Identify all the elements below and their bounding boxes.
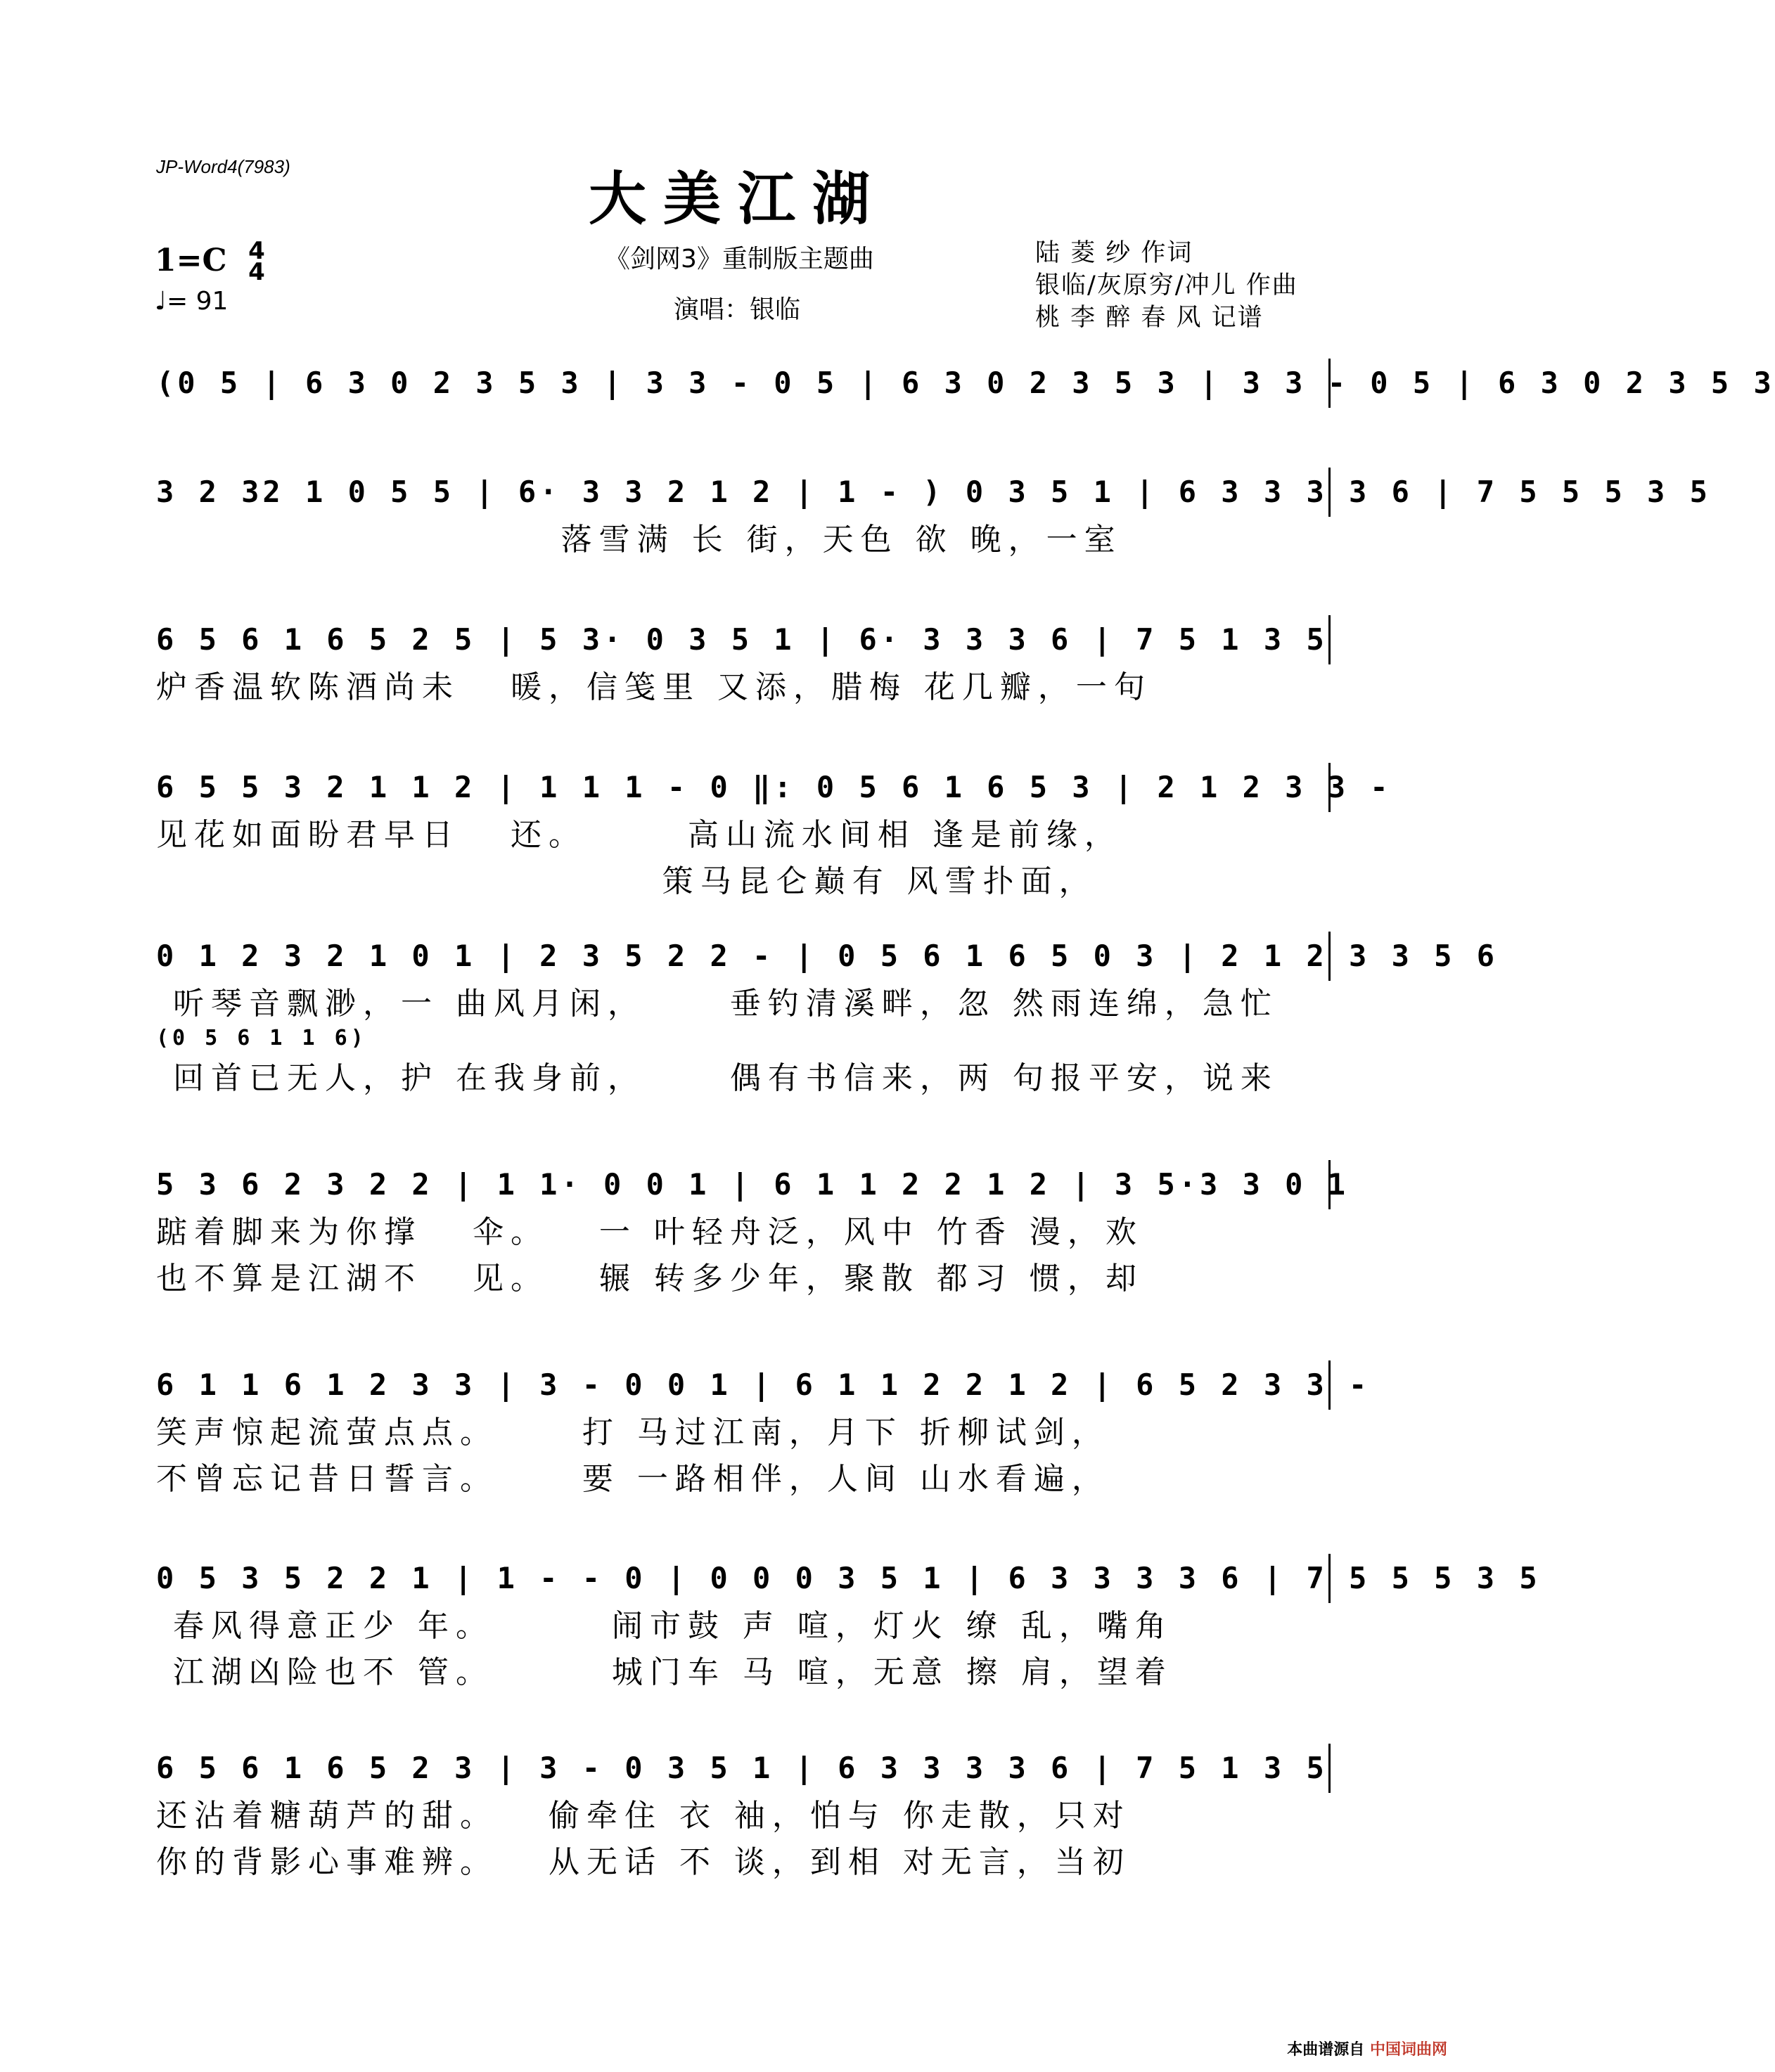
lyric-line: 还沾着糖葫芦的甜。 偷牵住 衣 袖，怕与 你走散，只对 [156, 1798, 1131, 1834]
lyric-line: 落雪满 长 街，天色 欲 晚，一室 [156, 522, 1122, 558]
lyric-line: 江湖凶险也不 管。 城门车 马 喧，无意 擦 肩，望着 [156, 1654, 1173, 1690]
score-system [156, 1160, 1350, 1302]
note-line: (0 5 | 6 3 0 2 3 5 3 | 3 3 - 0 5 | 6 3 0 2 3 5 3 | 3 3 - 0 5 | 6 3 0 2 3 5 3 [156, 359, 1331, 408]
lyricist-credit: 陆 菱 纱 作词 [1035, 239, 1193, 267]
site-name: 中国词曲网 [1369, 2041, 1447, 2059]
note-line: 0 1 2 3 2 1 0 1 | 2 3 5 2 2 - | 0 5 6 1 6 5 0 3 | 2 1 2 3 3 5 6 [156, 932, 1331, 981]
note-line: 6 1 1 6 1 2 3 3 | 3 - 0 0 1 | 6 1 1 2 2 1 2 | 6 5 2 3 3 - [156, 1360, 1331, 1410]
song-title: 大美江湖 [588, 165, 887, 233]
lyric-line: 回首已无人，护 在我身前， 偶有书信来，两 句报平安，说来 [156, 1060, 1279, 1096]
engraver-label: JP-Word4(7983) [156, 156, 290, 177]
note-line: 0 5 3 5 2 2 1 | 1 - - 0 | 0 0 0 3 5 1 | 6 3 3 3 3 6 | 7 5 5 5 3 5 [156, 1554, 1331, 1603]
score-system [156, 615, 1331, 711]
source-label: 本曲谱源自 [1287, 2041, 1365, 2059]
note-line: 3 2 32 1 0 5 5 | 6· 3 3 2 1 2 | 1 - ) 0 3 5 1 | 6 3 3 3 3 6 | 7 5 5 5 3 5 [156, 468, 1331, 517]
score-system [156, 1360, 1371, 1502]
lyric-line: 笑声惊起流萤点点。 打 马过江南，月下 折柳试剑， [156, 1415, 1110, 1450]
score-system [156, 359, 1775, 408]
lyric-line: 踮着脚来为你撑 伞。 一 叶轻舟泛，风中 竹香 漫，欢 [156, 1214, 1143, 1250]
key-signature: 1=C [155, 243, 227, 278]
singer: 演唱：银临 [674, 295, 801, 324]
score-system [156, 468, 1711, 563]
note-line: 6 5 6 1 6 5 2 5 | 5 3· 0 3 5 1 | 6· 3 3 3 6 | 7 5 1 3 5 [156, 615, 1331, 664]
lyric-line: 春风得意正少 年。 闹市鼓 声 喧，灯火 缭 乱，嘴角 [156, 1608, 1173, 1644]
alt-note-line: (0 5 6 1 1 6) [156, 1026, 367, 1050]
lyric-line: 你的背影心事难辨。 从无话 不 谈，到相 对无言，当初 [156, 1844, 1131, 1880]
side-watermark-right [1452, 0, 1463, 2072]
score-system [156, 1554, 1541, 1696]
score-system [156, 1744, 1331, 1886]
time-signature [245, 237, 269, 286]
tempo-marking: ♩= 91 [155, 287, 229, 316]
score-system [156, 932, 1499, 1102]
lyric-line: 见花如面盼君早日 还。 高山流水间相 逢是前缘， [156, 817, 1122, 853]
lyric-line: 也不算是江湖不 见。 辗 转多少年，聚散 都习 惯，却 [156, 1261, 1143, 1296]
footer [1287, 2038, 1447, 2059]
time-top: 4 [248, 237, 265, 265]
lyric-line: 策马昆仑巅有 风雪扑面， [156, 863, 1097, 899]
side-watermark-left [13, 0, 24, 2072]
note-line: 5 3 6 2 3 2 2 | 1 1· 0 0 1 | 6 1 1 2 2 1 2 | 3 5·3 3 0 1 [156, 1160, 1331, 1209]
lyric-line: 炉香温软陈酒尚未 暖，信笺里 又添，腊梅 花几瓣，一句 [156, 669, 1152, 705]
lyric-line: 听琴音飘渺，一 曲风月闲， 垂钓清溪畔，忽 然雨连绵，急忙 [156, 986, 1279, 1022]
subtitle: 《剑网3》重制版主题曲 [605, 245, 874, 274]
note-line: 6 5 5 3 2 1 1 2 | 1 1 1 - 0 ‖: 0 5 6 1 6 5 3 | 2 1 2 3 3 - [156, 763, 1331, 812]
score-system [156, 763, 1392, 905]
note-line: 6 5 6 1 6 5 2 3 | 3 - 0 3 5 1 | 6 3 3 3 3 6 | 7 5 1 3 5 [156, 1744, 1331, 1793]
transcriber-credit: 桃 李 醉 春 风 记谱 [1035, 304, 1264, 332]
composer-credit: 银临/灰原穷/冲儿 作曲 [1035, 271, 1298, 300]
lyric-line: 不曾忘记昔日誓言。 要 一路相伴，人间 山水看遍， [156, 1461, 1110, 1497]
time-bottom: 4 [248, 258, 265, 286]
